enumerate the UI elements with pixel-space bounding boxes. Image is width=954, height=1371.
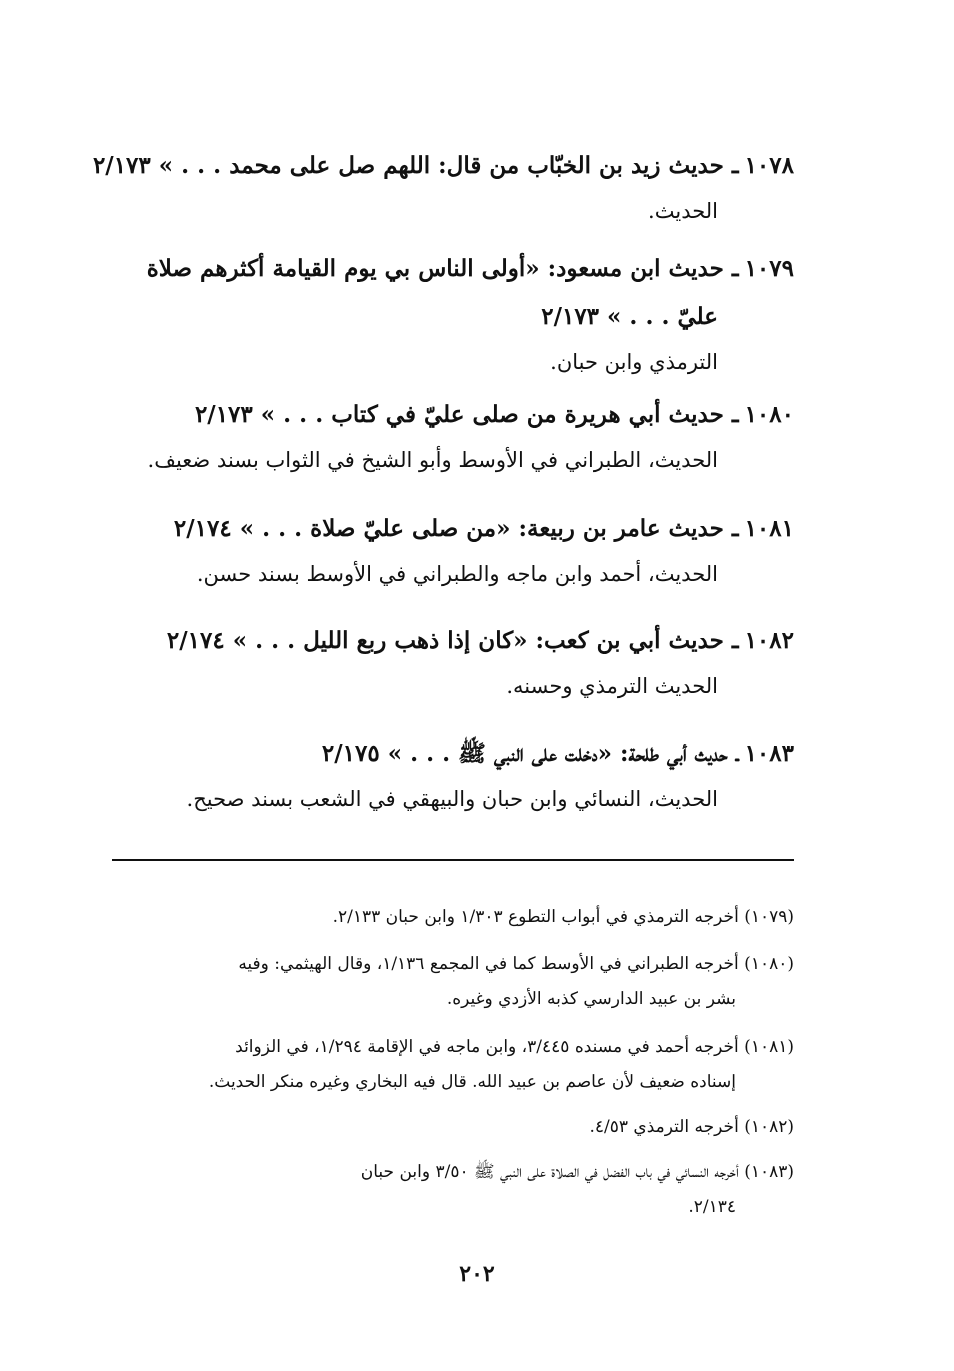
entry-1078 <box>92 142 794 232</box>
entry-source: الحديث، الطبراني في الأوسط وأبو الشيخ في الثواب بسند ضعيف. <box>147 448 718 472</box>
entry-number: ١٠٨٢ <box>744 627 794 654</box>
entry-continuation: عليّ . . . » ٢/١٧٣ <box>541 303 718 330</box>
entry-source: الترمذي وابن حبان. <box>550 350 718 374</box>
entry-text: ـ حديث أبي طلحة: «دخلت على النبي ﷺ . . . » ٢/١٧٥ <box>321 740 739 767</box>
entry-text: ـ حديث ابن مسعود: «أولى الناس بي يوم القيامة أكثرهم صلاة <box>146 255 739 282</box>
entry-number: ١٠٧٩ <box>744 255 794 282</box>
entry-text: ـ حديث زيد بن الخبّاب من قال: اللهم صل على محمد . . . » ٢/١٧٣ <box>92 152 739 179</box>
entry-source: الحديث، النسائي وابن حبان والبيهقي في الشعب بسند صحيح. <box>186 787 718 811</box>
entry-heading <box>104 391 794 439</box>
entry-heading <box>104 245 794 293</box>
entry-1079 <box>104 245 794 383</box>
footnote-text: (١٠٨٢) أخرجه الترمذي ٤/٥٣. <box>589 1117 794 1137</box>
entry-number: ١٠٨١ <box>744 515 794 542</box>
footnote-1082 <box>104 1110 794 1145</box>
entry-1080 <box>104 391 794 481</box>
entry-number: ١٠٧٨ <box>744 152 794 179</box>
entry-source: الحديث. <box>648 199 718 223</box>
entry-text: ـ حديث أبي هريرة من صلى عليّ في كتاب . . . » ٢/١٧٣ <box>194 401 739 428</box>
footnote-text-continued: إسناده ضعيف لأن عاصم بن عبيد الله. قال فيه البخاري وغيره منكر الحديث. <box>208 1072 736 1092</box>
footnote-text-continued: بشر بن عبيد الدارسي كذبه الأزدي وغيره. <box>446 989 736 1009</box>
entry-text: ـ حديث أبي بن كعب: «كان إذا ذهب ربع الليل . . . » ٢/١٧٤ <box>166 627 739 654</box>
entry-heading <box>104 617 794 665</box>
entry-number: ١٠٨٣ <box>744 740 794 767</box>
entry-text: ـ حديث عامر بن ربيعة: «من صلى عليّ صلاة . . . » ٢/١٧٤ <box>173 515 739 542</box>
entry-heading <box>92 142 794 190</box>
footnote-1079 <box>104 900 794 935</box>
footnote-text: (١٠٨١) أخرجه أحمد في مسنده ٣/٤٤٥، وابن ماجه في الإقامة ١/٢٩٤، في الزوائد <box>235 1037 794 1057</box>
entry-heading <box>104 730 794 778</box>
entry-1081 <box>104 505 794 595</box>
footnote-divider <box>112 859 794 861</box>
page-number: ٢٠٢ <box>459 1261 495 1287</box>
entry-source: الحديث الترمذي وحسنه. <box>506 674 718 698</box>
entry-1082 <box>104 617 794 707</box>
entry-1083 <box>104 730 794 820</box>
footnote-text-continued: ٢/١٣٤. <box>688 1197 736 1217</box>
footnote-text: (١٠٨٠) أخرجه الطبراني في الأوسط كما في المجمع ١/١٣٦، وقال الهيثمي: وفيه <box>238 954 794 974</box>
entry-source: الحديث، أحمد وابن ماجه والطبراني في الأوسط بسند حسن. <box>196 562 718 586</box>
footnote-text: (١٠٨٣) أخرجه النسائي في باب الفضل في الصلاة على النبي ﷺ ٣/٥٠ وابن حبان <box>360 1162 794 1182</box>
footnote-text: (١٠٧٩) أخرجه الترمذي في أبواب التطوع ١/٣٠٣ وابن حبان ٢/١٣٣. <box>332 907 794 927</box>
entry-heading <box>104 505 794 553</box>
footnote-1080 <box>104 947 794 1017</box>
footnote-1081 <box>104 1030 794 1100</box>
entry-number: ١٠٨٠ <box>744 401 794 428</box>
footnote-1083 <box>104 1155 794 1225</box>
